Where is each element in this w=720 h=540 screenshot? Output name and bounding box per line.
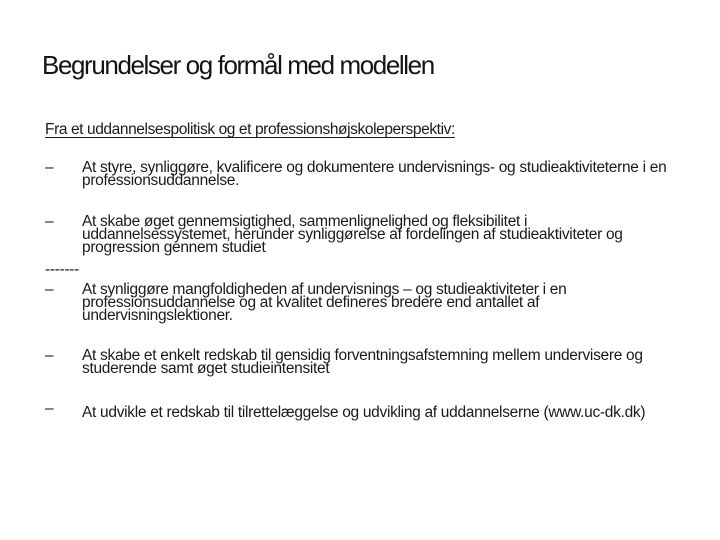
bullet-dash: – (45, 213, 54, 230)
bullet-dash: – (45, 400, 54, 417)
bullet-dash: – (45, 347, 54, 364)
slide-title: Begrundelser og formål med modellen (42, 50, 434, 80)
list-item-text: At styre, synliggøre, kvalificere og dokumentere undervisnings- og studieaktiviteterne i en professionsuddannelse. (82, 159, 667, 189)
list-item-text: At skabe øget gennemsigtighed, sammenlignelighed og fleksibilitet i uddannelsessystemet, herunder synliggørelse af fordelingen af studieaktiviteter og progression gennem studiet (82, 213, 623, 256)
list-item-text: At udvikle et redskab til tilrettelæggelse og udvikling af uddannelserne (www.uc-dk.dk) (82, 404, 646, 421)
intro-heading: Fra et uddannelsespolitisk og et professionshøjskoleperspektiv: (45, 121, 455, 138)
bullet-dash: – (45, 281, 54, 298)
list-item-text: At skabe et enkelt redskab til gensidig forventningsafstemning mellem undervisere og studerende samt øget studieintensitet (82, 347, 643, 377)
bullet-dash: – (45, 159, 54, 176)
separator-line: ------- (45, 261, 80, 278)
list-item-text: At synliggøre mangfoldigheden af undervisnings – og studieaktiviteter i en professionsuddannelse og at kvalitet defineres bredere end antallet af undervisningslektioner. (82, 281, 567, 324)
